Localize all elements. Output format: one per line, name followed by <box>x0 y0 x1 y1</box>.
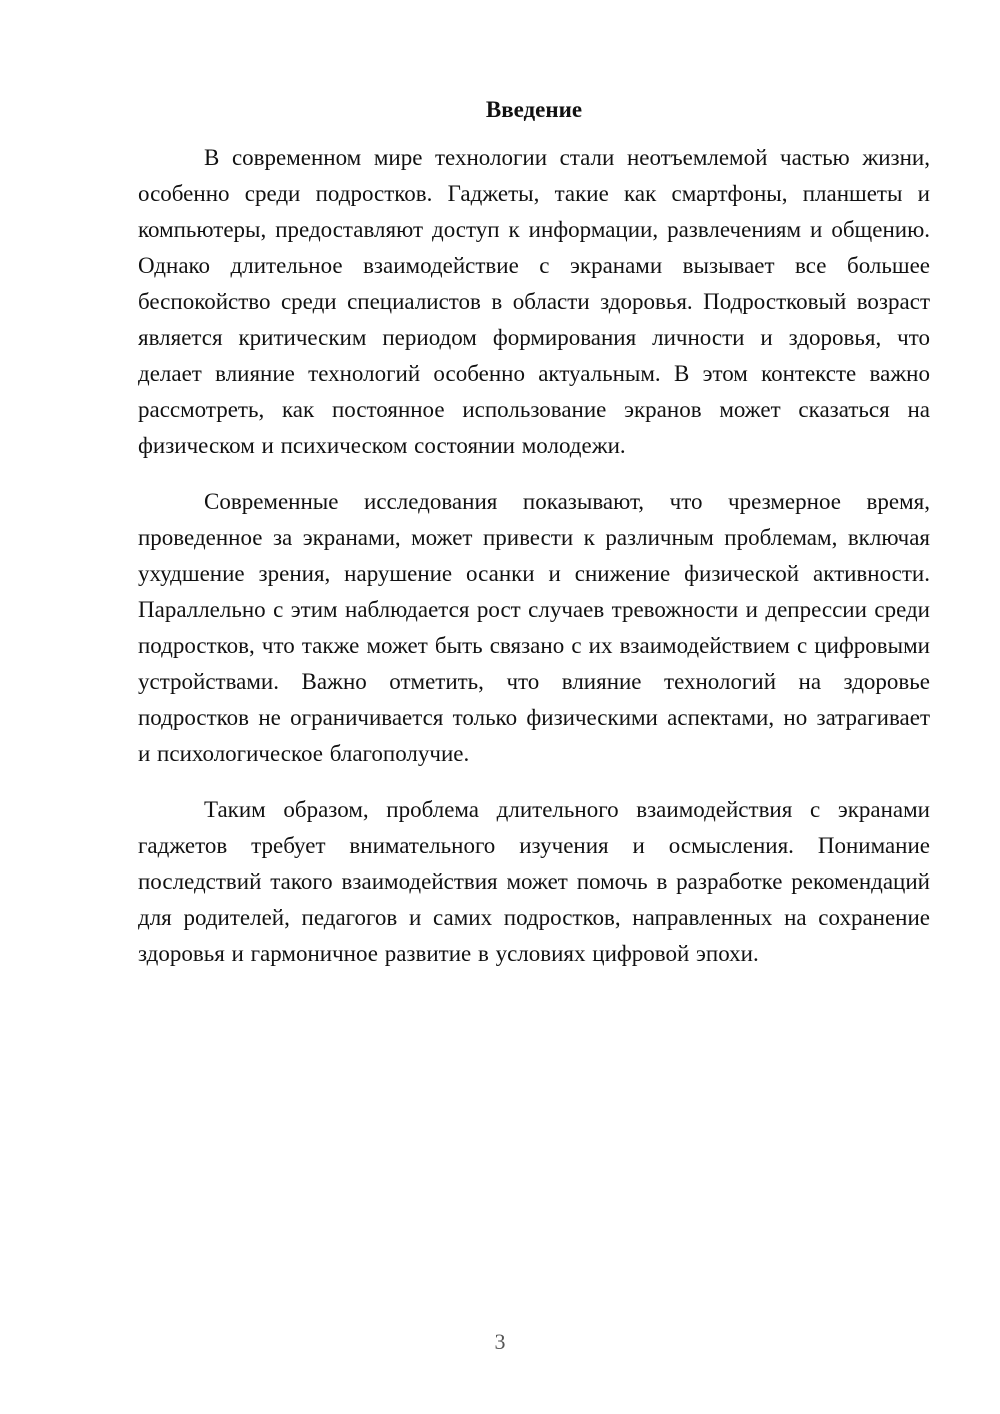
page-number: 3 <box>494 1329 506 1354</box>
paragraph-2: Современные исследования показывают, что чрезмерное время, проведенное за экранами, может привести к различным проблемам, включая ухудшение зрения, нарушение осанки и снижение физической активности. Параллельно с этим наблюдается рост случаев тревожности и депрессии среди подростков, что также может быть связано с их взаимодействием с цифровыми устройствами. Важно отметить, что влияние технологий на здоровье подростков не ограничивается только физическими аспектами, но затрагивает и психологическое благополучие. <box>138 489 930 766</box>
document-body <box>138 92 930 992</box>
section-heading: Введение <box>485 97 583 122</box>
paragraph-1: В современном мире технологии стали неотъемлемой частью жизни, особенно среди подростков. Гаджеты, такие как смартфоны, планшеты и компьютеры, предоставляют доступ к информации, развлечениям и общению. Однако длительное взаимодействие с экранами вызывает все большее беспокойство среди специалистов в области здоровья. Подростковый возраст является критическим периодом формирования личности и здоровья, что делает влияние технологий особенно актуальным. В этом контексте важно рассмотреть, как постоянное использование экранов может сказаться на физическом и психическом состоянии молодежи. <box>138 145 930 458</box>
paragraph-3: Таким образом, проблема длительного взаимодействия с экранами гаджетов требует внимательного изучения и осмысления. Понимание последствий такого взаимодействия может помочь в разработке рекомендаций для родителей, педагогов и самих подростков, направленных на сохранение здоровья и гармоничное развитие в условиях цифровой эпохи. <box>138 797 930 966</box>
